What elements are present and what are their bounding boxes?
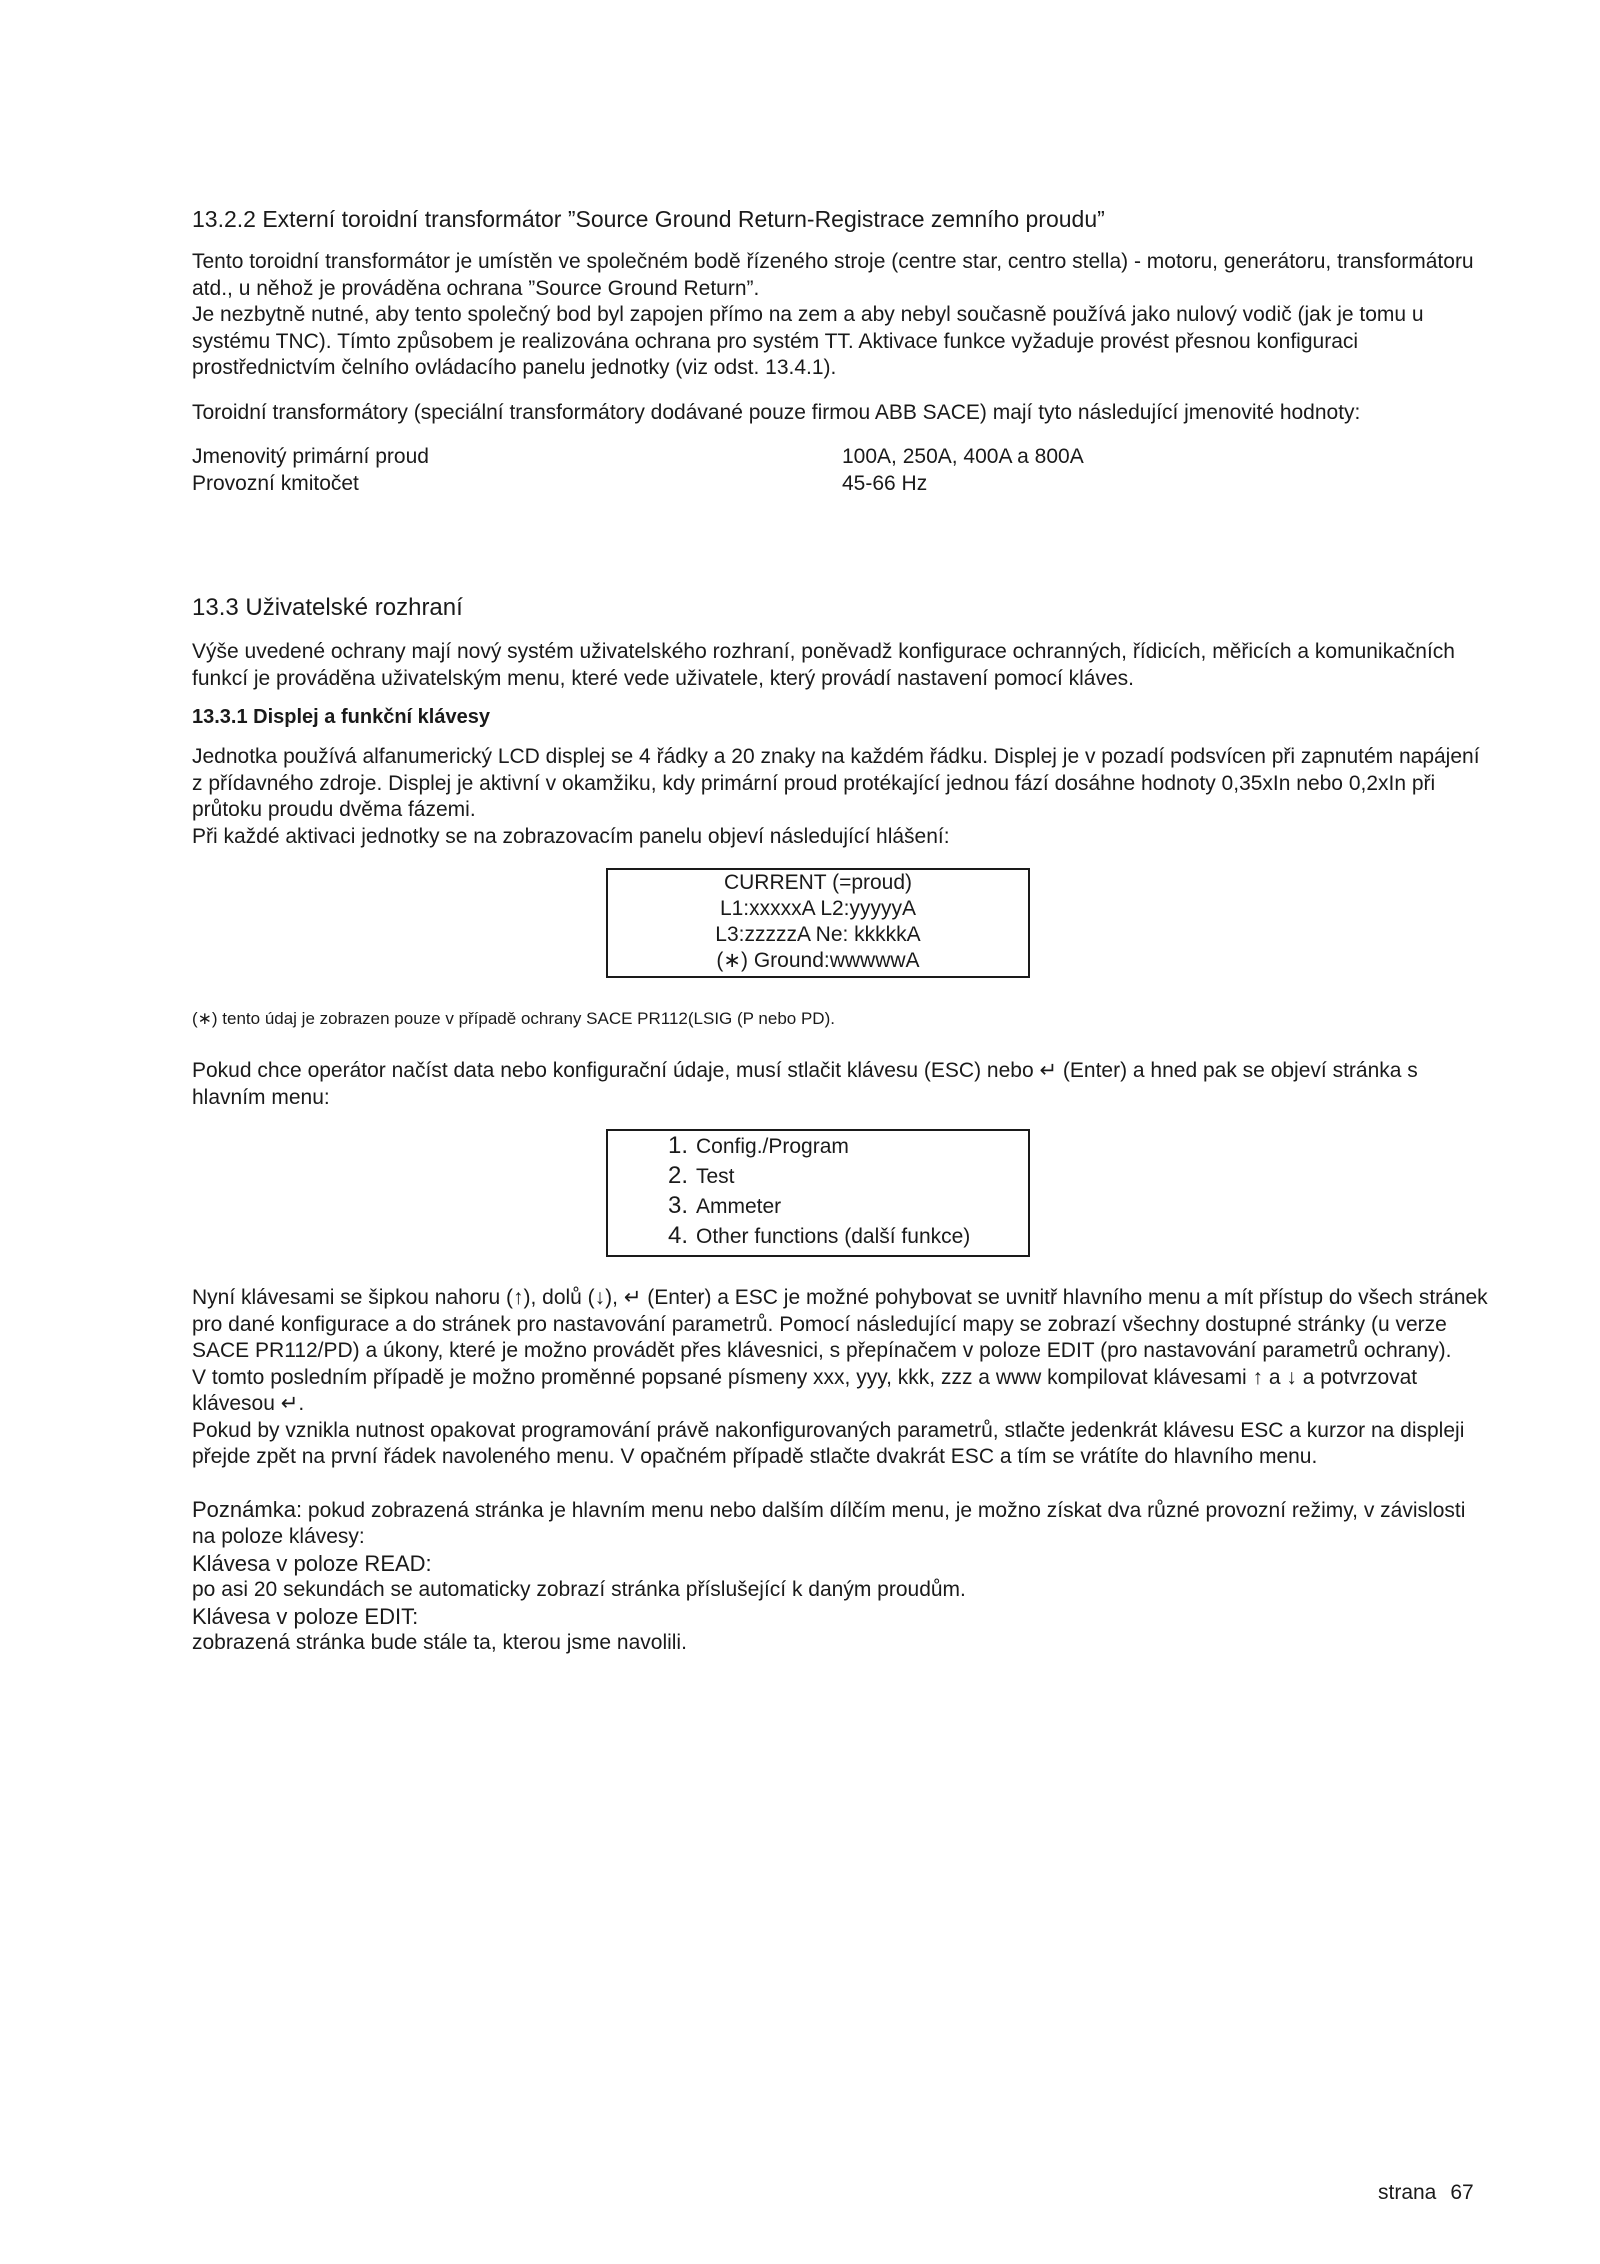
menu-item-number: 1. xyxy=(667,1132,688,1159)
spec-table xyxy=(192,444,1492,497)
note-read-heading: Klávesa v poloze READ: xyxy=(192,1550,432,1576)
menu-item-number: 2. xyxy=(667,1162,688,1189)
page-number: 67 xyxy=(1450,2181,1474,2204)
section-title-13-3: 13.3 Uživatelské rozhraní xyxy=(192,594,463,621)
document-page xyxy=(192,205,1492,1657)
menu-item-label: Config./Program xyxy=(696,1135,849,1158)
note-read-text: po asi 20 sekundách se automaticky zobrazí stránka příslušející k daným proudům. xyxy=(192,1578,966,1601)
page-label: strana xyxy=(1378,2181,1437,2204)
paragraph: Tento toroidní transformátor je umístěn ve společném bodě řízeného stroje (centre star, centro stella) - motoru, generátoru, transformátoru atd., u něhož je prováděna ochrana ”Source Ground Return”. xyxy=(192,250,1474,300)
paragraph: Pokud chce operátor načíst data nebo konfigurační údaje, musí stlačit klávesu (ESC) nebo ↵ (Enter) a hned pak se objeví stránka s hlavním menu: xyxy=(192,1059,1418,1109)
note-edit-text: zobrazená stránka bude stále ta, kterou jsme navolili. xyxy=(192,1631,687,1654)
menu-item-label: Test xyxy=(696,1165,735,1188)
note-label: Poznámka: xyxy=(192,1496,303,1522)
paragraph: Při každé aktivaci jednotky se na zobrazovacím panelu objeví následující hlášení: xyxy=(192,824,950,848)
section-title-13-3-1: 13.3.1 Displej a funkční klávesy xyxy=(192,706,490,728)
lcd-line: CURRENT (=proud) xyxy=(723,871,913,894)
paragraph: Pokud by vznikla nutnost opakovat programování právě nakonfigurovaných parametrů, stlačte jedenkrát klávesu ESC a kurzor na displeji přejde zpět na první řádek navoleného menu. V opačném případě stlačte dvakrát ESC a tím se vrátíte do hlavního menu. xyxy=(192,1418,1465,1468)
lcd-line: (∗) Ground:wwwwwA xyxy=(716,949,920,972)
spec-label: Jmenovitý primární proud xyxy=(192,445,429,468)
footnote: (∗) tento údaj je zobrazen pouze v případě ochrany SACE PR112(LSIG (P nebo PD). xyxy=(192,1009,835,1028)
page-footer xyxy=(1378,2181,1488,2205)
menu-item-number: 4. xyxy=(667,1222,688,1249)
spec-value: 100A, 250A, 400A a 800A xyxy=(842,445,1084,468)
main-menu-box xyxy=(606,1129,1030,1257)
menu-item xyxy=(608,1223,1028,1253)
paragraph: Toroidní transformátory (speciální transformátory dodávané pouze firmou ABB SACE) mají tyto následující jmenovité hodnoty: xyxy=(192,400,1361,424)
paragraph: Je nezbytně nutné, aby tento společný bod byl zapojen přímo na zem a aby nebyl současně používá jako nulový vodič (jak je tomu u systému TNC). Tímto způsobem je realizována ochrana pro systém TT. Aktivace funkce vyžaduje provést přesnou konfiguraci prostřednictvím čelního ovládacího panelu jednotky (viz odst. 13.4.1). xyxy=(192,303,1424,379)
paragraph: Jednotka používá alfanumerický LCD displej se 4 řádky a 20 znaky na každém řádku. Displej je v pozadí podsvícen při zapnutém napájení z přídavného zdroje. Displej je aktivní v okamžiku, kdy primární proud protékající jednou fází dosáhne hodnoty 0,35xIn nebo 0,2xIn při průtoku proudu dvěma fázemi. xyxy=(192,745,1480,821)
menu-item xyxy=(608,1193,1028,1223)
menu-item-label: Ammeter xyxy=(696,1195,782,1218)
menu-item xyxy=(608,1163,1028,1193)
spec-value: 45-66 Hz xyxy=(842,471,928,495)
paragraph: Výše uvedené ochrany mají nový systém uživatelského rozhraní, poněvadž konfigurace ochranných, řídicích, měřicích a komunikačních funkcí je prováděna uživatelským menu, které vede uživatele, který provádí nastavení pomocí kláves. xyxy=(192,640,1455,690)
lcd-line: L1:xxxxxA L2:yyyyyA xyxy=(719,897,917,920)
menu-item xyxy=(608,1133,1028,1163)
note-edit-heading: Klávesa v poloze EDIT: xyxy=(192,1603,419,1629)
lcd-line: L3:zzzzzA Ne: kkkkkA xyxy=(715,923,921,946)
note-paragraph xyxy=(192,1497,1492,1551)
spec-label: Provozní kmitočet xyxy=(192,471,359,495)
section-title-13-2-2: 13.2.2 Externí toroidní transformátor ”Source Ground Return-Registrace zemního proudu” xyxy=(192,206,1105,232)
paragraph: Nyní klávesami se šipkou nahoru (↑), dolů (↓), ↵ (Enter) a ESC je možné pohybovat se uvnitř hlavního menu a mít přístup do všech stránek pro dané konfigurace a do stránek pro nastavování parametrů. Pomocí následující mapy se zobrazí všechny dostupné stránky (u verze SACE PR112/PD) a úkony, které je možno provádět přes klávesnici, s přepínačem v poloze EDIT (pro nastavování parametrů ochrany). xyxy=(192,1286,1488,1362)
lcd-display-box xyxy=(606,868,1030,978)
paragraph: V tomto posledním případě je možno proměnné popsané písmeny xxx, yyy, kkk, zzz a www kompilovat klávesami ↑ a ↓ a potvrzovat klávesou ↵. xyxy=(192,1365,1418,1415)
note-text: pokud zobrazená stránka je hlavním menu nebo dalším dílčím menu, je možno získat dva různé provozní režimy, v závislosti na poloze klávesy: xyxy=(192,1498,1466,1548)
menu-item-label: Other functions (další funkce) xyxy=(696,1225,971,1248)
menu-item-number: 3. xyxy=(667,1192,688,1219)
